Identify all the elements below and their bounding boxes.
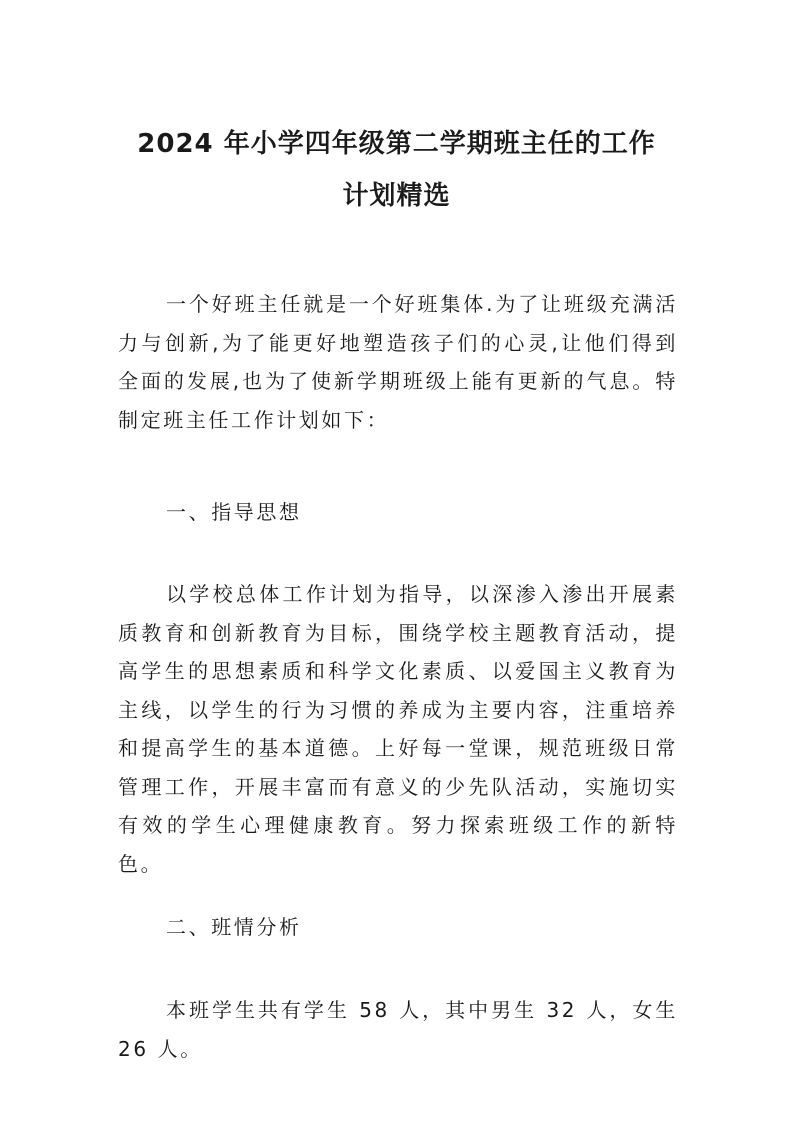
section-heading-class-analysis: 二、班情分析 bbox=[166, 915, 302, 939]
intro-paragraph: 一个好班主任就是一个好班集体.为了让班级充满活力与创新,为了能更好地塑造孩子们的心灵,让他们得到全面的发展,也为了使新学期班级上能有更新的气息。特制定班主任工作计划如下： bbox=[118, 292, 678, 432]
document-title-line-2: 计划精选 bbox=[342, 181, 451, 211]
section-heading-guiding-thought: 一、指导思想 bbox=[166, 500, 302, 524]
section-paragraph-guiding-thought: 以学校总体工作计划为指导，以深渗入渗出开展素质教育和创新教育为目标，围绕学校主题教育活动，提高学生的思想素质和科学文化素质、以爱国主义教育为主线，以学生的行为习惯的养成为主要内容，注重培养和提高学生的基本道德。上好每一堂课，规范班级日常管理工作，开展丰富而有意义的少先队活动，实施切实有效的学生心理健康教育。努力探索班级工作的新特色。 bbox=[118, 582, 678, 876]
section-paragraph-class-analysis: 本班学生共有学生 58 人，其中男生 32 人，女生 26 人。 bbox=[118, 998, 678, 1061]
document-title-line-1: 2024 年小学四年级第二学期班主任的工作 bbox=[137, 129, 656, 159]
